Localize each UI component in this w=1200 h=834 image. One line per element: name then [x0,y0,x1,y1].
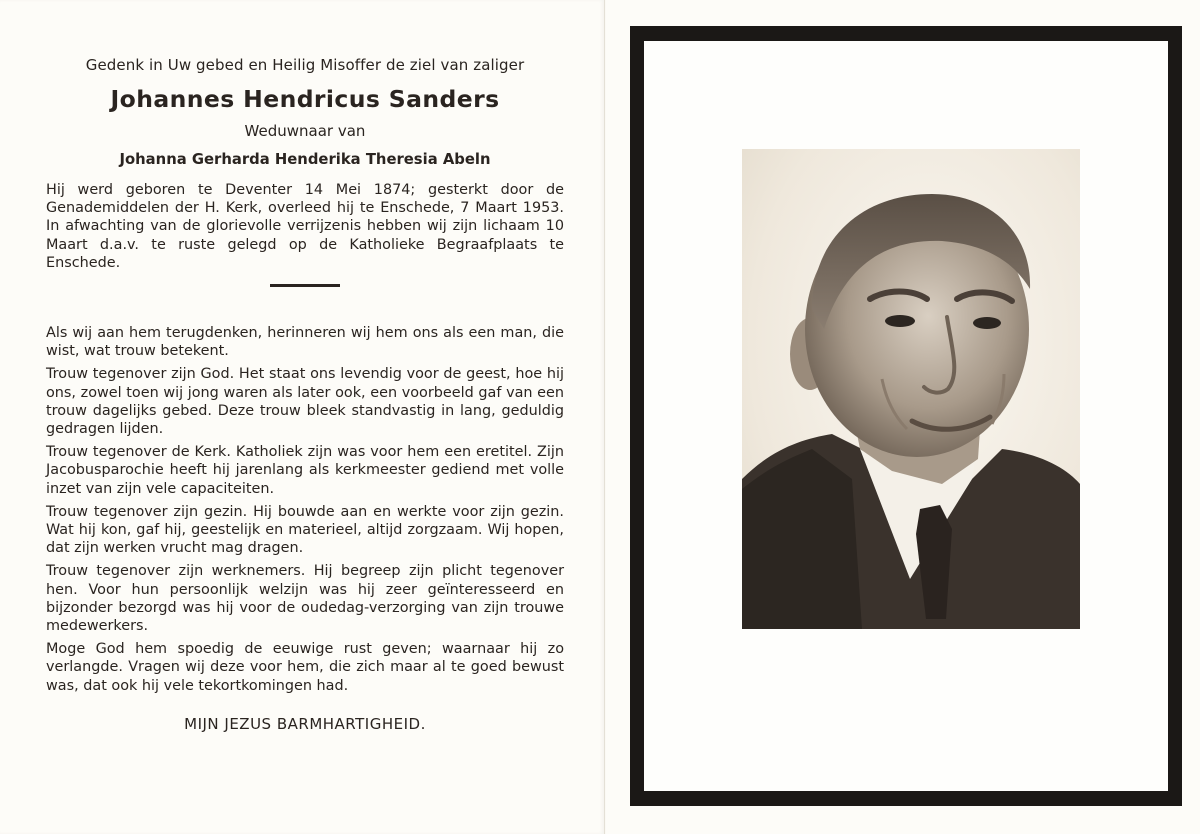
photo-card [606,0,1200,834]
mourning-border [630,26,1182,806]
photo-mat [644,41,1168,791]
paragraph: Trouw tegenover zijn gezin. Hij bouwde aan en werkte voor zijn gezin. Wat hij kon, gaf hij, geestelijk en materieel, altijd zorgzaam. Wij hopen, dat zijn werken vrucht mag dragen. [46,503,564,557]
deceased-name: Johannes Hendricus Sanders [110,85,500,113]
paragraph: Trouw tegenover zijn werknemers. Hij begreep zijn plicht tegenover hen. Voor hun persoonlijk welzijn was hij zeer geïnteresseerd en bijzonder bezorgd was hij voor de oudedag-verzorging van zijn trouwe medewerkers. [46,563,564,635]
biography: Hij werd geboren te Deventer 14 Mei 1874; gesterkt door de Genademiddelen der H. Kerk, overleed hij te Enschede, 7 Maart 1953. In afwachting van de glorievolle verrijzenis hebben wij zijn lichaam 10 Maart d.a.v. te ruste gelegd op de Katholieke Begraafplaats te Enschede. [46,182,564,271]
remembrance-paragraphs [46,324,564,695]
spouse-name: Johanna Gerharda Henderika Theresia Abeln [119,151,491,168]
closing-prayer: MIJN JEZUS BARMHARTIGHEID. [184,714,426,733]
paragraph: Trouw tegenover zijn God. Het staat ons levendig voor de geest, hoe hij ons, zowel toen wij jong waren als later ook, een voorbeeld gaf van een trouw dagelijks gebed. Deze trouw bleek standvastig in lang, geduldig gedragen lijden. [46,366,564,438]
memorial-text [46,56,564,748]
paragraph: Als wij aan hem terugdenken, herinneren wij hem ons als een man, die wist, wat trouw betekent. [46,325,564,360]
divider [270,284,340,287]
paragraph: Trouw tegenover de Kerk. Katholiek zijn was voor hem een eretitel. Zijn Jacobusparochie heeft hij jarenlang als kerkmeester gediend met volle inzet van zijn vele capaciteiten. [46,444,564,497]
portrait-photo [742,149,1080,629]
portrait-icon [742,149,1080,629]
intro-line: Gedenk in Uw gebed en Heilig Misoffer de ziel van zaliger [85,56,525,74]
paragraph: Moge God hem spoedig de eeuwige rust geven; waarnaar hij zo verlangde. Vragen wij deze voor hem, die zich maar al te goed bewust was, dat ook hij vele tekortkomingen had. [46,641,564,694]
widower-line: Weduwnaar van [244,122,366,140]
